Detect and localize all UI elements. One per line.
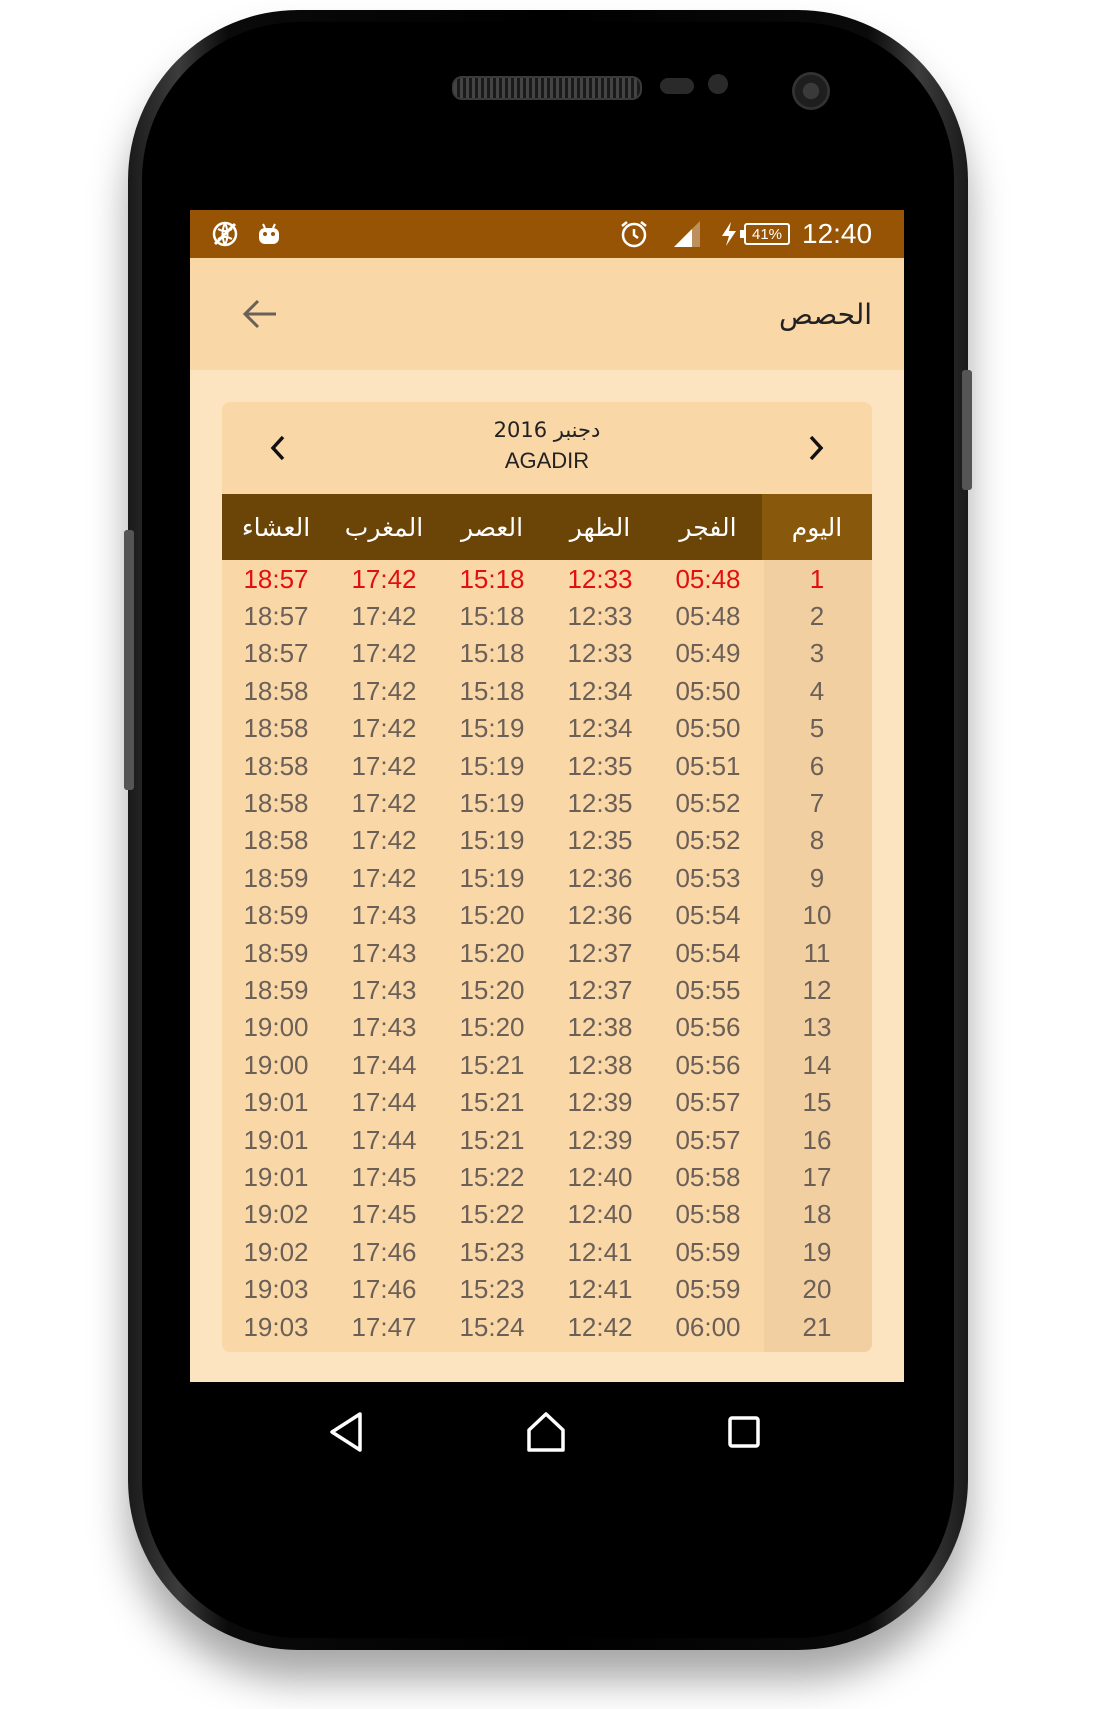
cell-maghrib: 17:44 [351,1087,417,1118]
cell-day: 13 [802,1012,832,1043]
cell-dhuhr: 12:37 [567,937,633,968]
month-navigator [222,402,872,494]
header-isha: العشاء [241,512,311,542]
cell-asr: 15:19 [459,750,525,781]
cell-dhuhr: 12:39 [567,1087,633,1118]
cell-isha: 18:58 [243,825,309,856]
cell-asr: 15:18 [459,600,525,631]
cell-asr: 15:21 [459,1087,525,1118]
table-row [222,1308,872,1346]
cell-isha: 19:02 [243,1199,309,1230]
cell-asr: 15:22 [459,1161,525,1192]
cell-asr: 15:20 [459,937,525,968]
cell-dhuhr: 12:33 [567,600,633,631]
nav-home-button[interactable] [516,1402,576,1462]
cell-asr: 15:19 [459,825,525,856]
cell-maghrib: 17:42 [351,825,417,856]
cell-asr: 15:24 [459,1311,525,1342]
cell-day: 14 [802,1049,832,1080]
table-row [222,897,872,935]
cell-fajr: 05:52 [675,825,741,856]
cell-asr: 15:20 [459,974,525,1005]
cell-dhuhr: 12:42 [567,1311,633,1342]
cell-maghrib: 17:42 [351,713,417,744]
cell-maghrib: 17:42 [351,563,417,594]
cell-day: 2 [809,600,825,631]
android-debug-icon [256,210,282,258]
cell-isha: 19:01 [243,1161,309,1192]
table-row [222,747,872,785]
cell-fajr: 05:48 [675,600,741,631]
cell-fajr: 05:54 [675,937,741,968]
cell-day: 9 [809,862,825,893]
cell-fajr: 05:58 [675,1161,741,1192]
home-icon [524,1410,568,1454]
cell-dhuhr: 12:36 [567,862,633,893]
cell-fajr: 05:54 [675,900,741,931]
cell-fajr: 05:55 [675,974,741,1005]
cell-fajr: 05:56 [675,1049,741,1080]
page-title: الحصص [779,297,872,331]
cell-maghrib: 17:44 [351,1124,417,1155]
table-row [222,1196,872,1234]
cell-asr: 15:23 [459,1236,525,1267]
cell-isha: 19:00 [243,1012,309,1043]
cell-day: 15 [802,1087,832,1118]
cell-fajr: 05:59 [675,1236,741,1267]
cell-dhuhr: 12:38 [567,1012,633,1043]
cell-asr: 15:23 [459,1274,525,1305]
cell-isha: 18:59 [243,974,309,1005]
cell-day: 10 [802,900,832,931]
cell-maghrib: 17:45 [351,1199,417,1230]
battery-icon [744,210,790,258]
back-triangle-icon [326,1410,366,1454]
cell-day: 11 [803,937,831,968]
cell-fajr: 05:53 [675,862,741,893]
cell-isha: 19:03 [243,1311,309,1342]
cell-maghrib: 17:43 [351,900,417,931]
cell-dhuhr: 12:40 [567,1199,633,1230]
table-row [222,710,872,748]
cell-asr: 15:22 [459,1199,525,1230]
cell-dhuhr: 12:33 [567,638,633,669]
recents-square-icon [724,1412,764,1452]
header-dhuhr: الظهر [569,512,631,542]
battery-level: 41% [744,223,790,245]
cell-isha: 18:59 [243,900,309,931]
back-button[interactable] [240,294,280,334]
cell-maghrib: 17:47 [351,1311,417,1342]
cell-fajr: 05:52 [675,787,741,818]
table-row [222,1121,872,1159]
month-label: دجنبر 2016 [493,418,601,442]
cell-asr: 15:21 [459,1124,525,1155]
status-bar [190,210,904,258]
cell-asr: 15:18 [459,638,525,669]
cell-dhuhr: 12:35 [567,825,633,856]
chevron-right-icon [806,434,826,462]
cell-day: 3 [809,638,825,669]
nav-recents-button[interactable] [714,1402,774,1462]
cell-asr: 15:19 [459,713,525,744]
cell-fajr: 05:48 [675,563,741,594]
cell-maghrib: 17:43 [351,937,417,968]
table-row [222,597,872,635]
cell-day: 16 [802,1124,832,1155]
table-row [222,672,872,710]
cell-isha: 18:58 [243,713,309,744]
cell-dhuhr: 12:35 [567,787,633,818]
cell-dhuhr: 12:33 [567,563,633,594]
cell-isha: 19:02 [243,1236,309,1267]
cell-isha: 18:57 [243,600,309,631]
alarm-icon [618,210,650,258]
cell-fajr: 05:57 [675,1124,741,1155]
header-day: اليوم [762,494,872,560]
table-body [222,560,872,1352]
cell-asr: 15:19 [459,787,525,818]
cell-day: 5 [809,713,825,744]
prayer-table-card [222,402,872,1352]
cell-dhuhr: 12:37 [567,974,633,1005]
cell-fajr: 05:50 [675,713,741,744]
cell-isha: 18:57 [243,563,309,594]
cell-asr: 15:18 [459,675,525,706]
cell-fajr: 05:49 [675,638,741,669]
table-row-today [222,560,872,598]
no-location-icon [210,210,240,258]
cell-day: 21 [802,1311,832,1342]
cell-dhuhr: 12:41 [567,1236,633,1267]
cell-day: 20 [802,1274,832,1305]
table-row [222,859,872,897]
cell-maghrib: 17:42 [351,600,417,631]
arrow-left-icon [242,298,278,330]
cell-day: 19 [802,1236,832,1267]
cell-day: 7 [809,787,825,818]
table-row [222,1046,872,1084]
cell-day: 4 [809,675,825,706]
cell-fajr: 05:59 [675,1274,741,1305]
city-label: AGADIR [504,448,590,473]
cell-maghrib: 17:42 [351,750,417,781]
table-row [222,1084,872,1122]
cell-dhuhr: 12:35 [567,750,633,781]
power-button [962,370,972,490]
cell-isha: 19:01 [243,1124,309,1155]
cell-dhuhr: 12:34 [567,675,633,706]
cell-day: 8 [809,825,825,856]
nav-back-button[interactable] [316,1402,376,1462]
table-header [222,494,872,560]
cell-maghrib: 17:42 [351,638,417,669]
signal-icon [672,210,702,258]
cell-isha: 18:59 [243,862,309,893]
cell-asr: 15:21 [459,1049,525,1080]
cell-fajr: 05:58 [675,1199,741,1230]
system-nav-bar [190,1382,904,1480]
cell-maghrib: 17:42 [351,787,417,818]
cell-day: 12 [802,974,832,1005]
front-camera [792,72,830,110]
app-screen [190,210,904,1480]
cell-isha: 18:58 [243,675,309,706]
cell-isha: 19:00 [243,1049,309,1080]
cell-maghrib: 17:46 [351,1274,417,1305]
cell-maghrib: 17:45 [351,1161,417,1192]
cell-dhuhr: 12:34 [567,713,633,744]
table-row [222,784,872,822]
header-asr: العصر [460,512,524,542]
cell-maghrib: 17:43 [351,1012,417,1043]
table-row [222,934,872,972]
cell-day: 6 [809,750,825,781]
cell-asr: 15:19 [459,862,525,893]
proximity-sensor [660,78,694,94]
table-row [222,971,872,1009]
cell-dhuhr: 12:39 [567,1124,633,1155]
cell-maghrib: 17:44 [351,1049,417,1080]
cell-dhuhr: 12:41 [567,1274,633,1305]
cell-isha: 18:57 [243,638,309,669]
cell-day: 18 [802,1199,832,1230]
cell-maghrib: 17:46 [351,1236,417,1267]
next-month-button[interactable] [798,430,834,466]
table-row [222,1233,872,1271]
cell-isha: 18:59 [243,937,309,968]
cell-day: 1 [809,563,825,594]
header-fajr: الفجر [679,512,737,542]
cell-dhuhr: 12:36 [567,900,633,931]
cell-fajr: 05:57 [675,1087,741,1118]
cell-asr: 15:18 [459,563,525,594]
cell-maghrib: 17:42 [351,862,417,893]
app-bar [190,258,904,370]
cell-isha: 18:58 [243,750,309,781]
cell-maghrib: 17:43 [351,974,417,1005]
cell-fajr: 05:56 [675,1012,741,1043]
table-row [222,1158,872,1196]
cell-isha: 19:01 [243,1087,309,1118]
cell-fajr: 05:50 [675,675,741,706]
earpiece-speaker [452,76,642,100]
cell-dhuhr: 12:40 [567,1161,633,1192]
clock: 12:40 [802,218,873,249]
header-maghrib: المغرب [344,512,424,542]
cell-asr: 15:20 [459,1012,525,1043]
cell-day: 17 [802,1161,832,1192]
table-row [222,1271,872,1309]
volume-button [124,530,134,790]
table-row [222,822,872,860]
table-row [222,1009,872,1047]
cell-asr: 15:20 [459,900,525,931]
charging-icon [720,210,738,258]
cell-isha: 18:58 [243,787,309,818]
cell-fajr: 05:51 [675,750,741,781]
cell-fajr: 06:00 [675,1311,741,1342]
cell-maghrib: 17:42 [351,675,417,706]
cell-dhuhr: 12:38 [567,1049,633,1080]
table-row [222,635,872,673]
light-sensor [708,74,728,94]
cell-isha: 19:03 [243,1274,309,1305]
